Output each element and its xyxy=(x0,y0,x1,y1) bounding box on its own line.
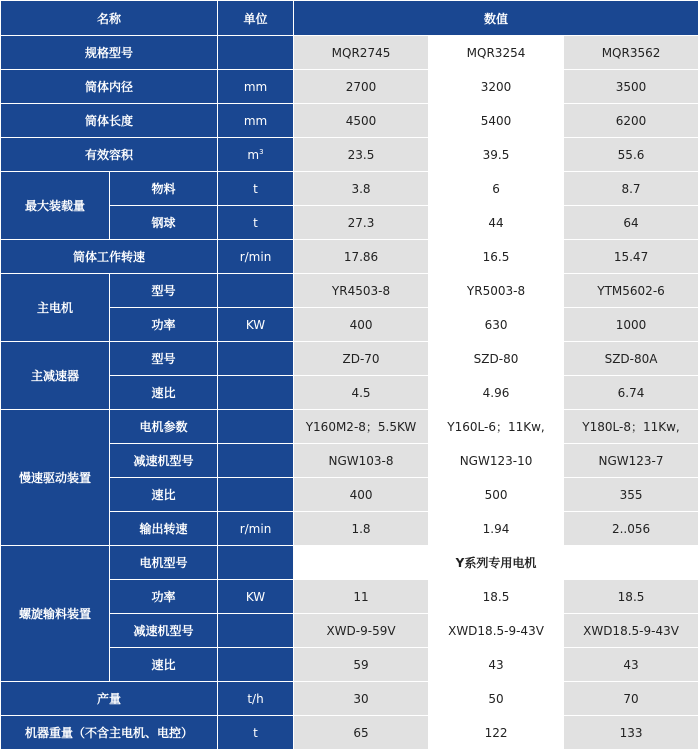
row-unit xyxy=(218,478,294,512)
table-row xyxy=(1,138,698,172)
group-label: 螺旋输料装置 xyxy=(1,546,110,682)
table-row xyxy=(1,274,698,308)
sub-label: 功率 xyxy=(110,580,218,614)
value-cell: 4500 xyxy=(294,104,429,138)
header-row xyxy=(1,1,698,36)
value-cell: 65 xyxy=(294,716,429,750)
value-cell: 16.5 xyxy=(429,240,564,274)
sub-label: 型号 xyxy=(110,342,218,376)
value-cell: ZD-70 xyxy=(294,342,429,376)
sub-label: 电机参数 xyxy=(110,410,218,444)
unit-base: m xyxy=(247,148,259,162)
row-unit: mm xyxy=(218,70,294,104)
sub-label: 减速机型号 xyxy=(110,444,218,478)
row-label: 筒体工作转速 xyxy=(1,240,218,274)
value-cell: 3.8 xyxy=(294,172,429,206)
value-cell: 6.74 xyxy=(564,376,698,410)
row-label: 筒体长度 xyxy=(1,104,218,138)
value-cell: 3200 xyxy=(429,70,564,104)
row-unit xyxy=(218,648,294,682)
merged-value-cell: Y系列专用电机 xyxy=(294,546,698,580)
row-unit xyxy=(218,36,294,70)
value-cell: SZD-80 xyxy=(429,342,564,376)
sub-label: 功率 xyxy=(110,308,218,342)
value-cell: 44 xyxy=(429,206,564,240)
value-cell: SZD-80A xyxy=(564,342,698,376)
row-unit xyxy=(218,376,294,410)
row-unit xyxy=(218,410,294,444)
group-label: 最大装载量 xyxy=(1,172,110,240)
value-cell: NGW123-10 xyxy=(429,444,564,478)
row-unit: r/min xyxy=(218,240,294,274)
value-cell: 18.5 xyxy=(429,580,564,614)
group-label: 主减速器 xyxy=(1,342,110,410)
group-label: 主电机 xyxy=(1,274,110,342)
table-row xyxy=(1,104,698,138)
value-cell: YR4503-8 xyxy=(294,274,429,308)
value-cell: Y160M2-8；5.5KW xyxy=(294,410,429,444)
value-cell: XWD18.5-9-43V xyxy=(564,614,698,648)
value-cell: 6200 xyxy=(564,104,698,138)
row-unit xyxy=(218,138,294,172)
row-unit xyxy=(218,274,294,308)
value-cell: 23.5 xyxy=(294,138,429,172)
row-label: 规格型号 xyxy=(1,36,218,70)
value-cell: 630 xyxy=(429,308,564,342)
table-row xyxy=(1,240,698,274)
value-cell: NGW123-7 xyxy=(564,444,698,478)
value-cell: 70 xyxy=(564,682,698,716)
table-row xyxy=(1,410,698,444)
row-label: 机器重量（不含主电机、电控） xyxy=(1,716,218,750)
sub-label: 速比 xyxy=(110,648,218,682)
value-cell: 122 xyxy=(429,716,564,750)
table-row xyxy=(1,546,698,580)
value-cell: Y160L-6；11Kw, xyxy=(429,410,564,444)
row-unit: t/h xyxy=(218,682,294,716)
value-cell: 6 xyxy=(429,172,564,206)
value-cell: 15.47 xyxy=(564,240,698,274)
row-unit: KW xyxy=(218,580,294,614)
sub-label: 减速机型号 xyxy=(110,614,218,648)
value-cell: 1.94 xyxy=(429,512,564,546)
row-label: 产量 xyxy=(1,682,218,716)
row-unit: r/min xyxy=(218,512,294,546)
sub-label: 物料 xyxy=(110,172,218,206)
row-label: 有效容积 xyxy=(1,138,218,172)
row-unit xyxy=(218,546,294,580)
value-cell: 39.5 xyxy=(429,138,564,172)
unit-superscript: 3 xyxy=(259,148,263,156)
value-cell: XWD18.5-9-43V xyxy=(429,614,564,648)
value-cell: 43 xyxy=(429,648,564,682)
sub-label: 型号 xyxy=(110,274,218,308)
value-cell: 27.3 xyxy=(294,206,429,240)
row-unit: t xyxy=(218,716,294,750)
row-unit xyxy=(218,342,294,376)
table-row xyxy=(1,70,698,104)
value-cell: MQR3562 xyxy=(564,36,698,70)
header-value: 数值 xyxy=(294,1,698,36)
row-unit xyxy=(218,444,294,478)
value-cell: 2700 xyxy=(294,70,429,104)
value-cell: 8.7 xyxy=(564,172,698,206)
table-row xyxy=(1,682,698,716)
value-cell: 2..056 xyxy=(564,512,698,546)
value-cell: Y180L-8；11Kw, xyxy=(564,410,698,444)
row-label: 筒体内径 xyxy=(1,70,218,104)
sub-label: 电机型号 xyxy=(110,546,218,580)
value-cell: 400 xyxy=(294,308,429,342)
row-unit: KW xyxy=(218,308,294,342)
value-cell: 30 xyxy=(294,682,429,716)
table-row xyxy=(1,342,698,376)
value-cell: YR5003-8 xyxy=(429,274,564,308)
value-cell: 50 xyxy=(429,682,564,716)
table-row xyxy=(1,36,698,70)
row-unit: t xyxy=(218,206,294,240)
value-cell: 64 xyxy=(564,206,698,240)
row-unit: mm xyxy=(218,104,294,138)
value-cell: MQR2745 xyxy=(294,36,429,70)
value-cell: 43 xyxy=(564,648,698,682)
sub-label: 输出转速 xyxy=(110,512,218,546)
header-unit: 单位 xyxy=(218,1,294,36)
sub-label: 速比 xyxy=(110,478,218,512)
value-cell: 18.5 xyxy=(564,580,698,614)
header-name: 名称 xyxy=(1,1,218,36)
value-cell: 400 xyxy=(294,478,429,512)
value-cell: 355 xyxy=(564,478,698,512)
value-cell: 55.6 xyxy=(564,138,698,172)
value-cell: YTM5602-6 xyxy=(564,274,698,308)
value-cell: 59 xyxy=(294,648,429,682)
value-cell: XWD-9-59V xyxy=(294,614,429,648)
value-cell: 17.86 xyxy=(294,240,429,274)
value-cell: 3500 xyxy=(564,70,698,104)
value-cell: 5400 xyxy=(429,104,564,138)
row-unit: t xyxy=(218,172,294,206)
sub-label: 速比 xyxy=(110,376,218,410)
table-row xyxy=(1,172,698,206)
value-cell: 1000 xyxy=(564,308,698,342)
table-row xyxy=(1,716,698,750)
value-cell: 4.5 xyxy=(294,376,429,410)
group-label: 慢速驱动装置 xyxy=(1,410,110,546)
value-cell: 4.96 xyxy=(429,376,564,410)
value-cell: MQR3254 xyxy=(429,36,564,70)
value-cell: 133 xyxy=(564,716,698,750)
value-cell: NGW103-8 xyxy=(294,444,429,478)
value-cell: 500 xyxy=(429,478,564,512)
row-unit xyxy=(218,614,294,648)
value-cell: 11 xyxy=(294,580,429,614)
sub-label: 钢球 xyxy=(110,206,218,240)
value-cell: 1.8 xyxy=(294,512,429,546)
